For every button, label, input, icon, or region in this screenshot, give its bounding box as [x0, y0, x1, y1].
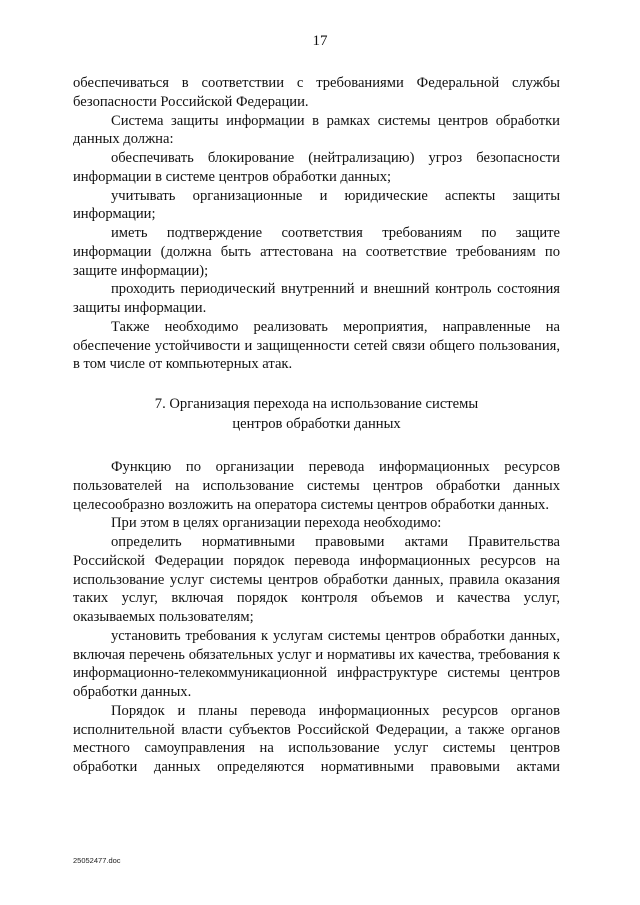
- document-body: [73, 74, 560, 777]
- paragraph: Также необходимо реализовать мероприятия, направленные на обеспечение устойчивости и защищенности сетей связи общего пользования, в том числе от компьютерных атак.: [73, 318, 560, 373]
- paragraph: Порядок и планы перевода информационных ресурсов органов исполнительной власти субъектов Российской Федерации, а также органов местного самоуправления на использование услуг системы центров обработки данных определяются нормативными правовыми актами: [73, 702, 560, 775]
- paragraph: иметь подтверждение соответствия требованиям по защите информации (должна быть аттестована на соответствие требованиям по защите информации);: [73, 225, 560, 279]
- paragraph: определить нормативными правовыми актами Правительства Российской Федерации порядок перевода информационных ресурсов на использование услуг системы центров обработки данных, правила оказания таких услуг, включая порядок контроля объемов и качества услуг, оказываемых пользователям;: [73, 534, 560, 625]
- paragraph: обеспечиваться в соответствии с требованиями Федеральной службы безопасности Российской Федерации.: [73, 75, 560, 110]
- paragraph: установить требования к услугам системы центров обработки данных, включая перечень обязательных услуг и нормативы их качества, требования к информационно-телекоммуникационной инфраструктуре системы центров обработки данных.: [73, 627, 560, 700]
- paragraph: При этом в целях организации перехода необходимо:: [111, 515, 442, 532]
- paragraph: Система защиты информации в рамках системы центров обработки данных должна:: [73, 112, 560, 148]
- footer-filename: 25052477.doc: [73, 856, 121, 865]
- section-heading-line: центров обработки данных: [232, 416, 401, 432]
- section-heading-line: 7. Организация перехода на использование системы: [154, 396, 479, 412]
- paragraph: проходить периодический внутренний и внешний контроль состояния защиты информации.: [73, 281, 560, 316]
- paragraph: учитывать организационные и юридические аспекты защиты информации;: [73, 187, 560, 223]
- page-number: 17: [312, 33, 328, 49]
- section-heading: [73, 394, 560, 434]
- paragraph: обеспечивать блокирование (нейтрализацию) угроз безопасности информации в системе центров обработки данных;: [73, 150, 560, 185]
- paragraph: Функцию по организации перевода информационных ресурсов пользователей на использование системы центров обработки данных целесообразно возложить на оператора системы центров обработки данных.: [73, 459, 560, 513]
